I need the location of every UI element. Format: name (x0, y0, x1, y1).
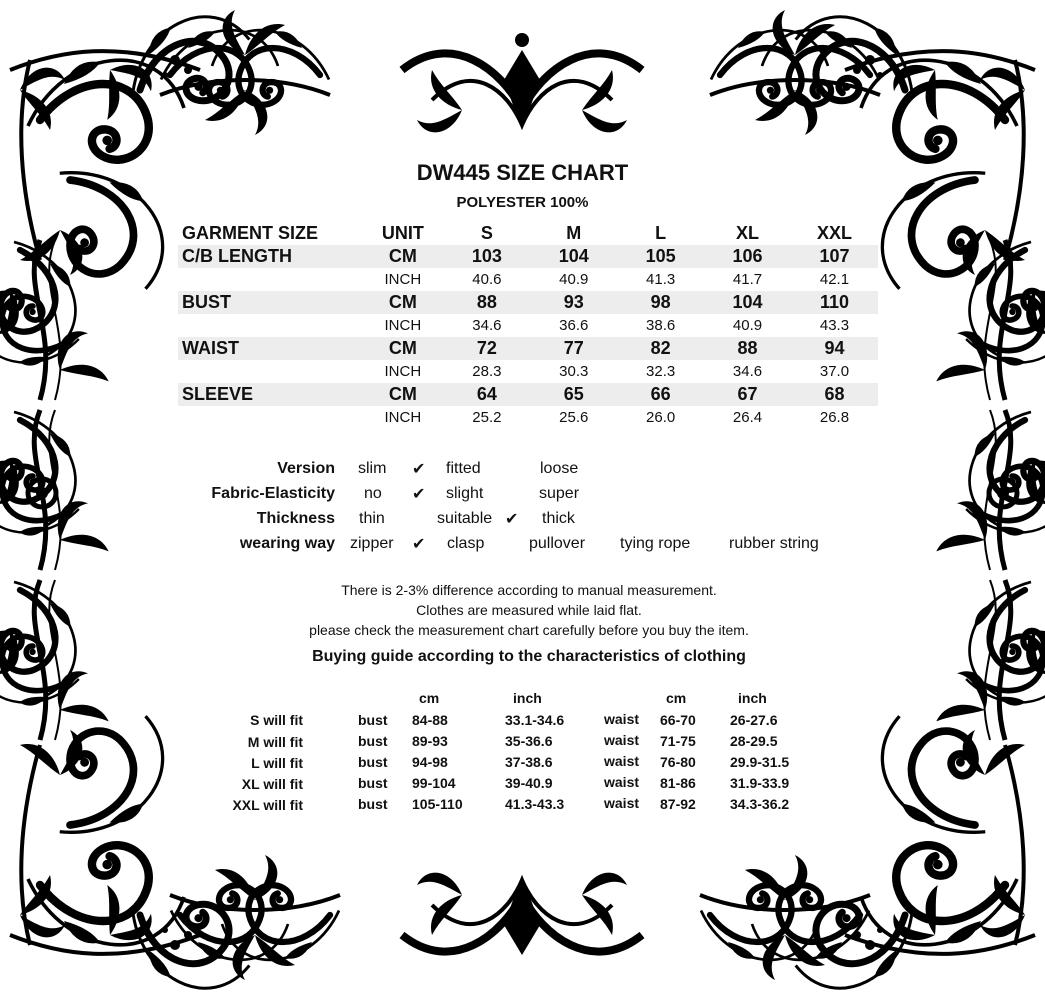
fit-inch: 31.9-33.9 (730, 775, 790, 791)
check-icon: ✔ (412, 461, 426, 478)
option-slim: slim (358, 460, 387, 477)
col-inch: inch (738, 690, 767, 706)
row-label: C/B LENGTH (178, 245, 362, 268)
value-cell: 65 (530, 383, 617, 406)
option-thin: thin (359, 510, 385, 527)
unit-cell: INCH (384, 363, 422, 380)
value-cell: 36.6 (559, 317, 589, 334)
fit-size: XL will fit (241, 776, 303, 792)
value-cell: 41.3 (646, 271, 676, 288)
version-label: Version (277, 460, 335, 477)
buying-guide-title: Buying guide according to the characteristics of clothing (312, 648, 746, 665)
header-garment-size: GARMENT SIZE (182, 223, 319, 243)
col-inch: inch (513, 690, 542, 706)
value-cell: 26.8 (819, 409, 850, 426)
thickness-label: Thickness (256, 510, 335, 527)
value-cell: 25.2 (472, 409, 502, 426)
unit-cell: CM (362, 291, 443, 314)
value-cell: 104 (530, 245, 617, 268)
value-cell: 72 (443, 337, 530, 360)
value-cell: 42.1 (819, 271, 850, 288)
value-cell: 110 (791, 291, 878, 314)
fit-measure: bust (358, 796, 388, 812)
value-cell: 40.6 (472, 271, 502, 288)
fit-cm: 81-86 (660, 775, 696, 791)
row-label: WAIST (178, 337, 362, 360)
unit-cell: INCH (384, 271, 422, 288)
table-row (178, 314, 878, 337)
fit-cm: 89-93 (412, 733, 448, 749)
col-cm: cm (666, 690, 687, 706)
value-cell: 88 (704, 337, 791, 360)
fit-inch: 41.3-43.3 (505, 796, 565, 812)
note-laid-flat: Clothes are measured while laid flat. (416, 602, 642, 618)
value-cell: 68 (791, 383, 878, 406)
note-check-chart: please check the measurement chart carefully before you buy the item. (309, 622, 749, 638)
fit-measure: waist (604, 795, 640, 811)
table-row (178, 337, 878, 360)
option-rubber-string: rubber string (729, 535, 819, 552)
value-cell: 41.7 (732, 271, 763, 288)
value-cell: 30.3 (559, 363, 589, 380)
row-label: SLEEVE (178, 383, 362, 406)
value-cell: 32.3 (646, 363, 676, 380)
fit-measure: waist (604, 753, 640, 769)
header-size-s: S (480, 223, 493, 243)
fit-cm: 94-98 (412, 754, 448, 770)
option-suitable: suitable (437, 510, 493, 527)
fit-measure: bust (358, 712, 388, 728)
fit-measure: waist (604, 732, 640, 748)
value-cell: 26.4 (732, 409, 763, 426)
value-cell: 88 (443, 291, 530, 314)
check-icon: ✔ (412, 486, 426, 503)
fit-inch: 35-36.6 (505, 733, 553, 749)
header-unit: UNIT (381, 223, 424, 243)
fit-cm: 76-80 (660, 754, 696, 770)
col-cm: cm (419, 690, 440, 706)
fit-measure: bust (358, 775, 388, 791)
value-cell: 77 (530, 337, 617, 360)
unit-cell: INCH (384, 317, 422, 334)
fit-inch: 29.9-31.5 (730, 754, 790, 770)
check-icon: ✔ (505, 511, 519, 528)
fit-cm: 71-75 (660, 733, 696, 749)
size-table (178, 222, 878, 429)
unit-cell: CM (362, 245, 443, 268)
fit-cm: 99-104 (412, 775, 456, 791)
value-cell: 105 (617, 245, 704, 268)
header-size-m: M (566, 223, 582, 243)
value-cell: 40.9 (559, 271, 589, 288)
fit-inch: 34.3-36.2 (730, 796, 790, 812)
option-loose: loose (540, 460, 579, 477)
fit-inch: 37-38.6 (505, 754, 553, 770)
option-tying-rope: tying rope (620, 535, 691, 552)
fit-measure: bust (358, 754, 388, 770)
value-cell: 98 (617, 291, 704, 314)
option-super: super (539, 485, 580, 502)
option-clasp: clasp (447, 535, 485, 552)
fit-size: L will fit (251, 755, 303, 771)
option-slight: slight (446, 485, 484, 502)
value-cell: 43.3 (819, 317, 850, 334)
fit-size: XXL will fit (232, 797, 303, 813)
value-cell: 93 (530, 291, 617, 314)
value-cell: 103 (443, 245, 530, 268)
row-label: BUST (178, 291, 362, 314)
value-cell: 104 (704, 291, 791, 314)
value-cell: 25.6 (559, 409, 589, 426)
table-row (178, 360, 878, 383)
unit-cell: CM (362, 383, 443, 406)
value-cell: 34.6 (472, 317, 502, 334)
check-icon: ✔ (412, 536, 426, 553)
header-size-l: L (655, 223, 667, 243)
note-difference: There is 2-3% difference according to manual measurement. (341, 582, 717, 598)
value-cell: 106 (704, 245, 791, 268)
value-cell: 66 (617, 383, 704, 406)
fit-inch: 28-29.5 (730, 733, 778, 749)
value-cell: 26.0 (646, 409, 676, 426)
fit-cm: 84-88 (412, 712, 448, 728)
table-row (178, 383, 878, 406)
table-row (178, 245, 878, 268)
fit-cm: 87-92 (660, 796, 696, 812)
fit-cm: 66-70 (660, 712, 696, 728)
fit-size: M will fit (247, 734, 303, 750)
option-zipper: zipper (350, 535, 394, 552)
fit-inch: 39-40.9 (505, 775, 553, 791)
table-row (178, 268, 878, 291)
elasticity-label: Fabric-Elasticity (211, 485, 335, 502)
value-cell: 67 (704, 383, 791, 406)
fit-measure: waist (604, 711, 640, 727)
chart-title: DW445 SIZE CHART (416, 160, 629, 185)
unit-cell: CM (362, 337, 443, 360)
fit-measure: waist (604, 774, 640, 790)
value-cell: 64 (443, 383, 530, 406)
table-row (178, 291, 878, 314)
header-size-xl: XL (736, 223, 760, 243)
option-fitted: fitted (446, 460, 481, 477)
fit-cm: 105-110 (412, 796, 463, 812)
garment-attributes (0, 458, 1045, 558)
value-cell: 82 (617, 337, 704, 360)
table-row (178, 406, 878, 429)
value-cell: 107 (791, 245, 878, 268)
value-cell: 28.3 (472, 363, 502, 380)
wearing-way-label: wearing way (239, 535, 335, 552)
value-cell: 40.9 (732, 317, 763, 334)
value-cell: 38.6 (646, 317, 676, 334)
fit-size: S will fit (250, 712, 303, 728)
buying-guide-table (0, 688, 1045, 828)
option-thick: thick (542, 510, 575, 527)
unit-cell: INCH (384, 409, 422, 426)
fit-measure: bust (358, 733, 388, 749)
material-subtitle: POLYESTER 100% (456, 194, 589, 211)
option-no: no (364, 485, 382, 502)
value-cell: 37.0 (819, 363, 850, 380)
fit-inch: 33.1-34.6 (505, 712, 565, 728)
header-size-xxl: XXL (816, 223, 852, 243)
value-cell: 94 (791, 337, 878, 360)
size-table-header (178, 222, 878, 245)
fit-inch: 26-27.6 (730, 712, 778, 728)
value-cell: 34.6 (732, 363, 763, 380)
option-pullover: pullover (529, 535, 586, 552)
